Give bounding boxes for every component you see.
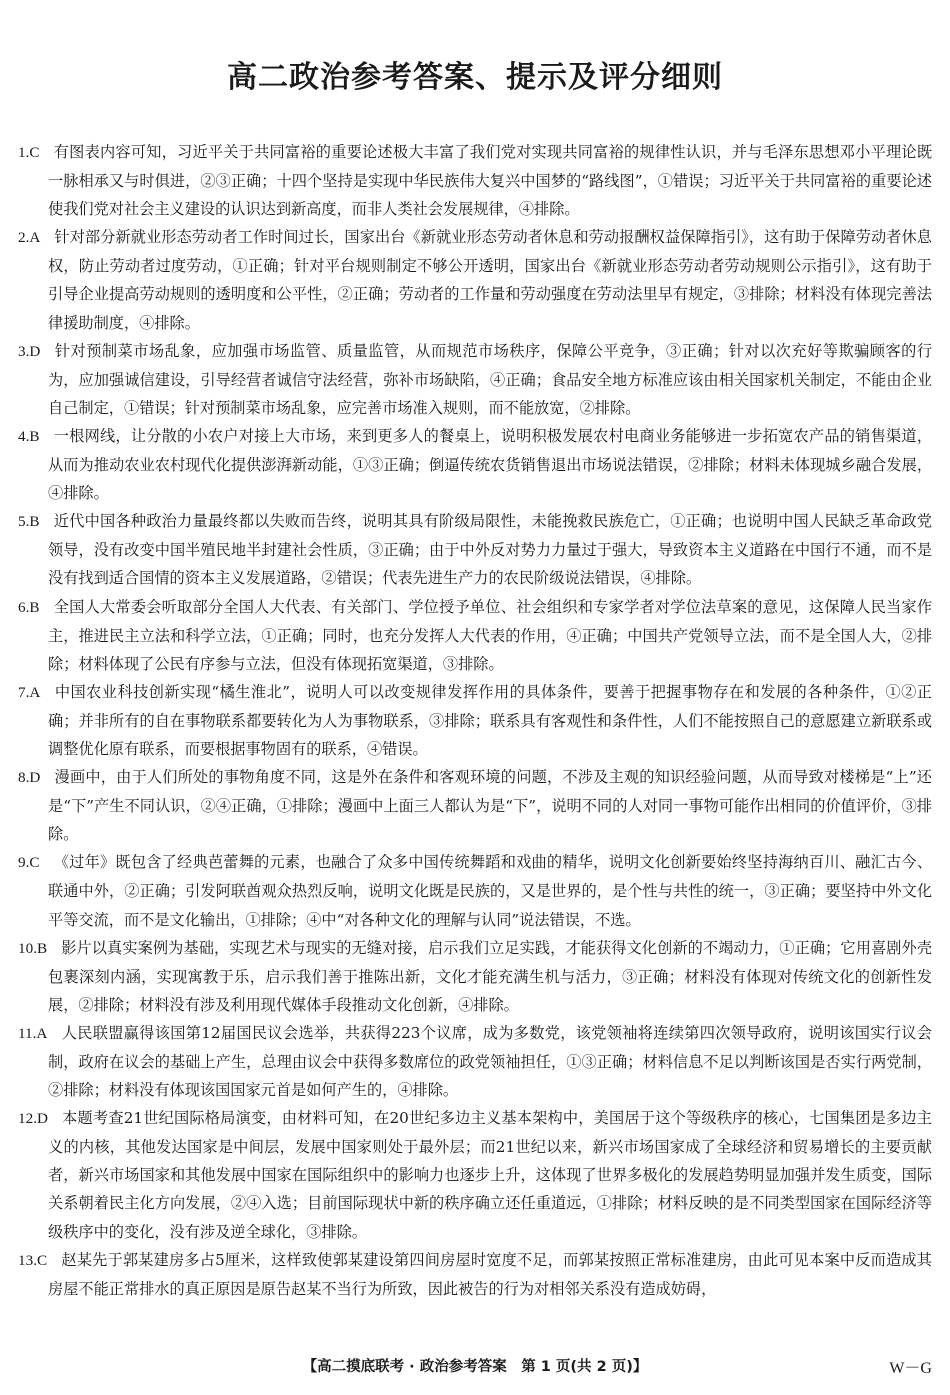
item-answer: D: [29, 769, 41, 787]
item-number: 6.: [18, 598, 30, 616]
item-explanation: 一根网线，让分散的小农户对接上大市场，来到更多人的餐桌上，说明积极发展农村电商业务能够进一步拓宽农产品的销售渠道，从而为推动农业农村现代化提供澎湃新动能，①③正确；倒逼传统农货销售退出市场说法错误，②排除；材料未体现城乡融合发展，④排除。: [48, 426, 932, 503]
answer-item: [18, 1019, 932, 1104]
item-answer: C: [29, 854, 40, 872]
item-number: 5.: [18, 513, 30, 531]
item-explanation: 影片以真实案例为基础，实现艺术与现实的无缝对接，启示我们立足实践，才能获得文化创新的不竭动力，①正确；它用喜剧外壳包裹深刻内涵，实现寓教于乐，启示我们善于推陈出新，文化才能充满生机与活力，③正确；材料没有体现对传统文化的创新性发展，②排除；材料没有涉及利用现代媒体手段推动文化创新，④排除。: [48, 938, 932, 1014]
item-explanation: 《过年》既包含了经典芭蕾舞的元素，也融合了众多中国传统舞蹈和戏曲的精华，说明文化创新要始终坚持海纳百川、融汇古今、联通中外，②正确；引发阿联酋观众热烈反响，说明文化既是民族的，又是世界的，是个性与共性的统一，③正确；要坚持中外文化平等交流，而不是文化输出，①排除；④中“对各种文化的理解与认同”说法错误，不选。: [48, 853, 932, 929]
item-explanation: 针对部分新就业形态劳动者工作时间过长，国家出台《新就业形态劳动者休息和劳动报酬权益保障指引》，这有助于保障劳动者休息权，防止劳动者过度劳动，①正确；针对平台规则制定不够公开透明，国家出台《新就业形态劳动者劳动规则公示指引》，这有助于引导企业提高劳动规则的透明度和公平性，②正确；劳动者的工作量和劳动强度在劳动法里早有规定，③排除；材料没有体现完善法律援助制度，④排除。: [48, 228, 932, 332]
answer-item: [18, 848, 932, 933]
item-explanation: 人民联盟赢得该国第12届国民议会选举，共获得223个议席，成为多数党，该党领袖将连续第四次领导政府，说明该国实行议会制，政府在议会的基础上产生，总理由议会中获得多数席位的政党领袖担任，①③正确；材料信息不足以判断该国是否实行两党制，②排除；材料没有体现该国国家元首是如何产生的，④排除。: [48, 1023, 932, 1100]
item-number: 1.: [18, 144, 30, 161]
footer-exam-info: 【高二摸底联考 · 政治参考答案 第 1 页(共 2 页)】: [302, 1359, 648, 1375]
answer-item: [18, 507, 932, 592]
footer-code: W－G: [889, 1360, 932, 1377]
answer-item: [18, 337, 932, 422]
answer-item: [18, 1104, 932, 1245]
item-answer: A: [29, 683, 41, 701]
answer-item: [18, 678, 932, 763]
answer-item: [18, 223, 932, 336]
answer-item: [18, 593, 932, 678]
item-explanation: 全国人大常委会听取部分全国人大代表、有关部门、学位授予单位、社会组织和专家学者对学位法草案的意见，这保障人民当家作主，推进民主立法和科学立法，①正确；同时，也充分发挥人大代表的作用，④正确；中国共产党领导立法，而不是全国人大，②排除；材料体现了公民有序参与立法，但没有体现拓宽渠道，③排除。: [48, 597, 932, 673]
answer-list: [18, 138, 932, 1303]
item-answer: D: [36, 1110, 48, 1128]
item-answer: A: [29, 229, 41, 247]
answer-item: [18, 138, 932, 223]
item-number: 11.: [18, 1024, 37, 1042]
answer-item: [18, 763, 932, 848]
item-answer: B: [29, 427, 40, 445]
item-explanation: 中国农业科技创新实现“橘生淮北”，说明人可以改变规律发挥作用的具体条件，要善于把握事物存在和发展的各种条件，①②正确；并非所有的自在事物联系都要转化为人为事物联系，③排除；联系具有客观性和条件性，人们不能按照自己的意愿建立新联系或调整优化原有联系，而要根据事物固有的联系，④错误。: [48, 682, 932, 758]
item-number: 4.: [18, 427, 30, 445]
item-answer: C: [29, 144, 40, 161]
item-explanation: 赵某先于郭某建房多占5厘米，这样致使郭某建设第四间房屋时宽度不足，而郭某按照正常标准建房，由此可见本案中反而造成其房屋不能正常排水的真正原因是原告赵某不当行为所致，因此被告的行为对相邻关系没有造成妨碍，: [48, 1250, 932, 1298]
page-title: 高二政治参考答案、提示及评分细则: [227, 60, 723, 95]
item-answer: A: [36, 1024, 48, 1042]
item-explanation: 近代中国各种政治力量最终都以失败而告终，说明其具有阶级局限性，未能挽救民族危亡，①正确；也说明中国人民缺乏革命政党领导，没有改变中国半殖民地半封建社会性质，③正确；由于中外反对势力力量过于强大，导致资本主义道路在中国行不通，而不是没有找到适合国情的资本主义发展道路，②错误；代表先进生产力的农民阶级说法错误，④排除。: [48, 512, 932, 588]
item-number: 2.: [18, 229, 30, 247]
item-number: 3.: [18, 342, 30, 360]
item-explanation: 有图表内容可知，习近平关于共同富裕的重要论述极大丰富了我们党对实现共同富裕的规律性认识，并与毛泽东思想邓小平理论既一脉相承又与时俱进，②③正确；十四个坚持是实现中华民族伟大复兴中国梦的“路线图”，①错误；习近平关于共同富裕的重要论述使我们党对社会主义建设的认识达到新高度，而非人类社会发展规律，④排除。: [48, 143, 932, 219]
item-number: 9.: [18, 854, 30, 872]
item-answer: B: [29, 513, 40, 531]
answer-item: [18, 934, 932, 1019]
item-answer: D: [29, 342, 41, 360]
item-explanation: 漫画中，由于人们所处的事物角度不同，这是外在条件和客观环境的问题，不涉及主观的知识经验问题，从而导致对楼梯是“上”还是“下”产生不同认识，②④正确，①排除；漫画中上面三人都认为是“下”，说明不同的人对同一事物可能作出相同的价值评价，③排除。: [48, 768, 932, 844]
item-explanation: 本题考查21世纪国际格局演变，由材料可知，在20世纪多边主义基本架构中，美国居于这个等级秩序的核心，七国集团是多边主义的内核，其他发达国家是中间层，发展中国家则处于最外层；而21世纪以来，新兴市场国家成了全球经济和贸易增长的主要贡献者，新兴市场国家和其他发展中国家在国际组织中的影响力也逐步上升，这体现了世界多极化的发展趋势明显加强并发生质变，国际关系朝着民主化方向发展，②④入选；目前国际现状中新的秩序确立还任重道远，①排除；材料反映的是不同类型国家在国际经济等级秩序中的变化，没有涉及逆全球化，③排除。: [48, 1109, 932, 1241]
item-number: 10.: [18, 939, 37, 957]
item-number: 7.: [18, 683, 30, 701]
item-answer: B: [36, 939, 48, 957]
item-number: 8.: [18, 769, 30, 787]
item-explanation: 针对预制菜市场乱象，应加强市场监管、质量监管，从而规范市场秩序，保障公平竞争，③正确；针对以次充好等欺骗顾客的行为，应加强诚信建设，引导经营者诚信守法经营，弥补市场缺陷，④正确；食品安全地方标准应该由相关国家机关制定，不能由企业自己制定，①错误；针对预制菜市场乱象，应完善市场准入规则，而不能放宽，②排除。: [48, 341, 932, 417]
answer-item: [18, 422, 932, 507]
item-answer: C: [36, 1251, 48, 1269]
item-number: 13.: [18, 1251, 37, 1269]
item-answer: B: [29, 598, 40, 616]
item-number: 12.: [18, 1110, 37, 1128]
answer-item: [18, 1246, 932, 1303]
